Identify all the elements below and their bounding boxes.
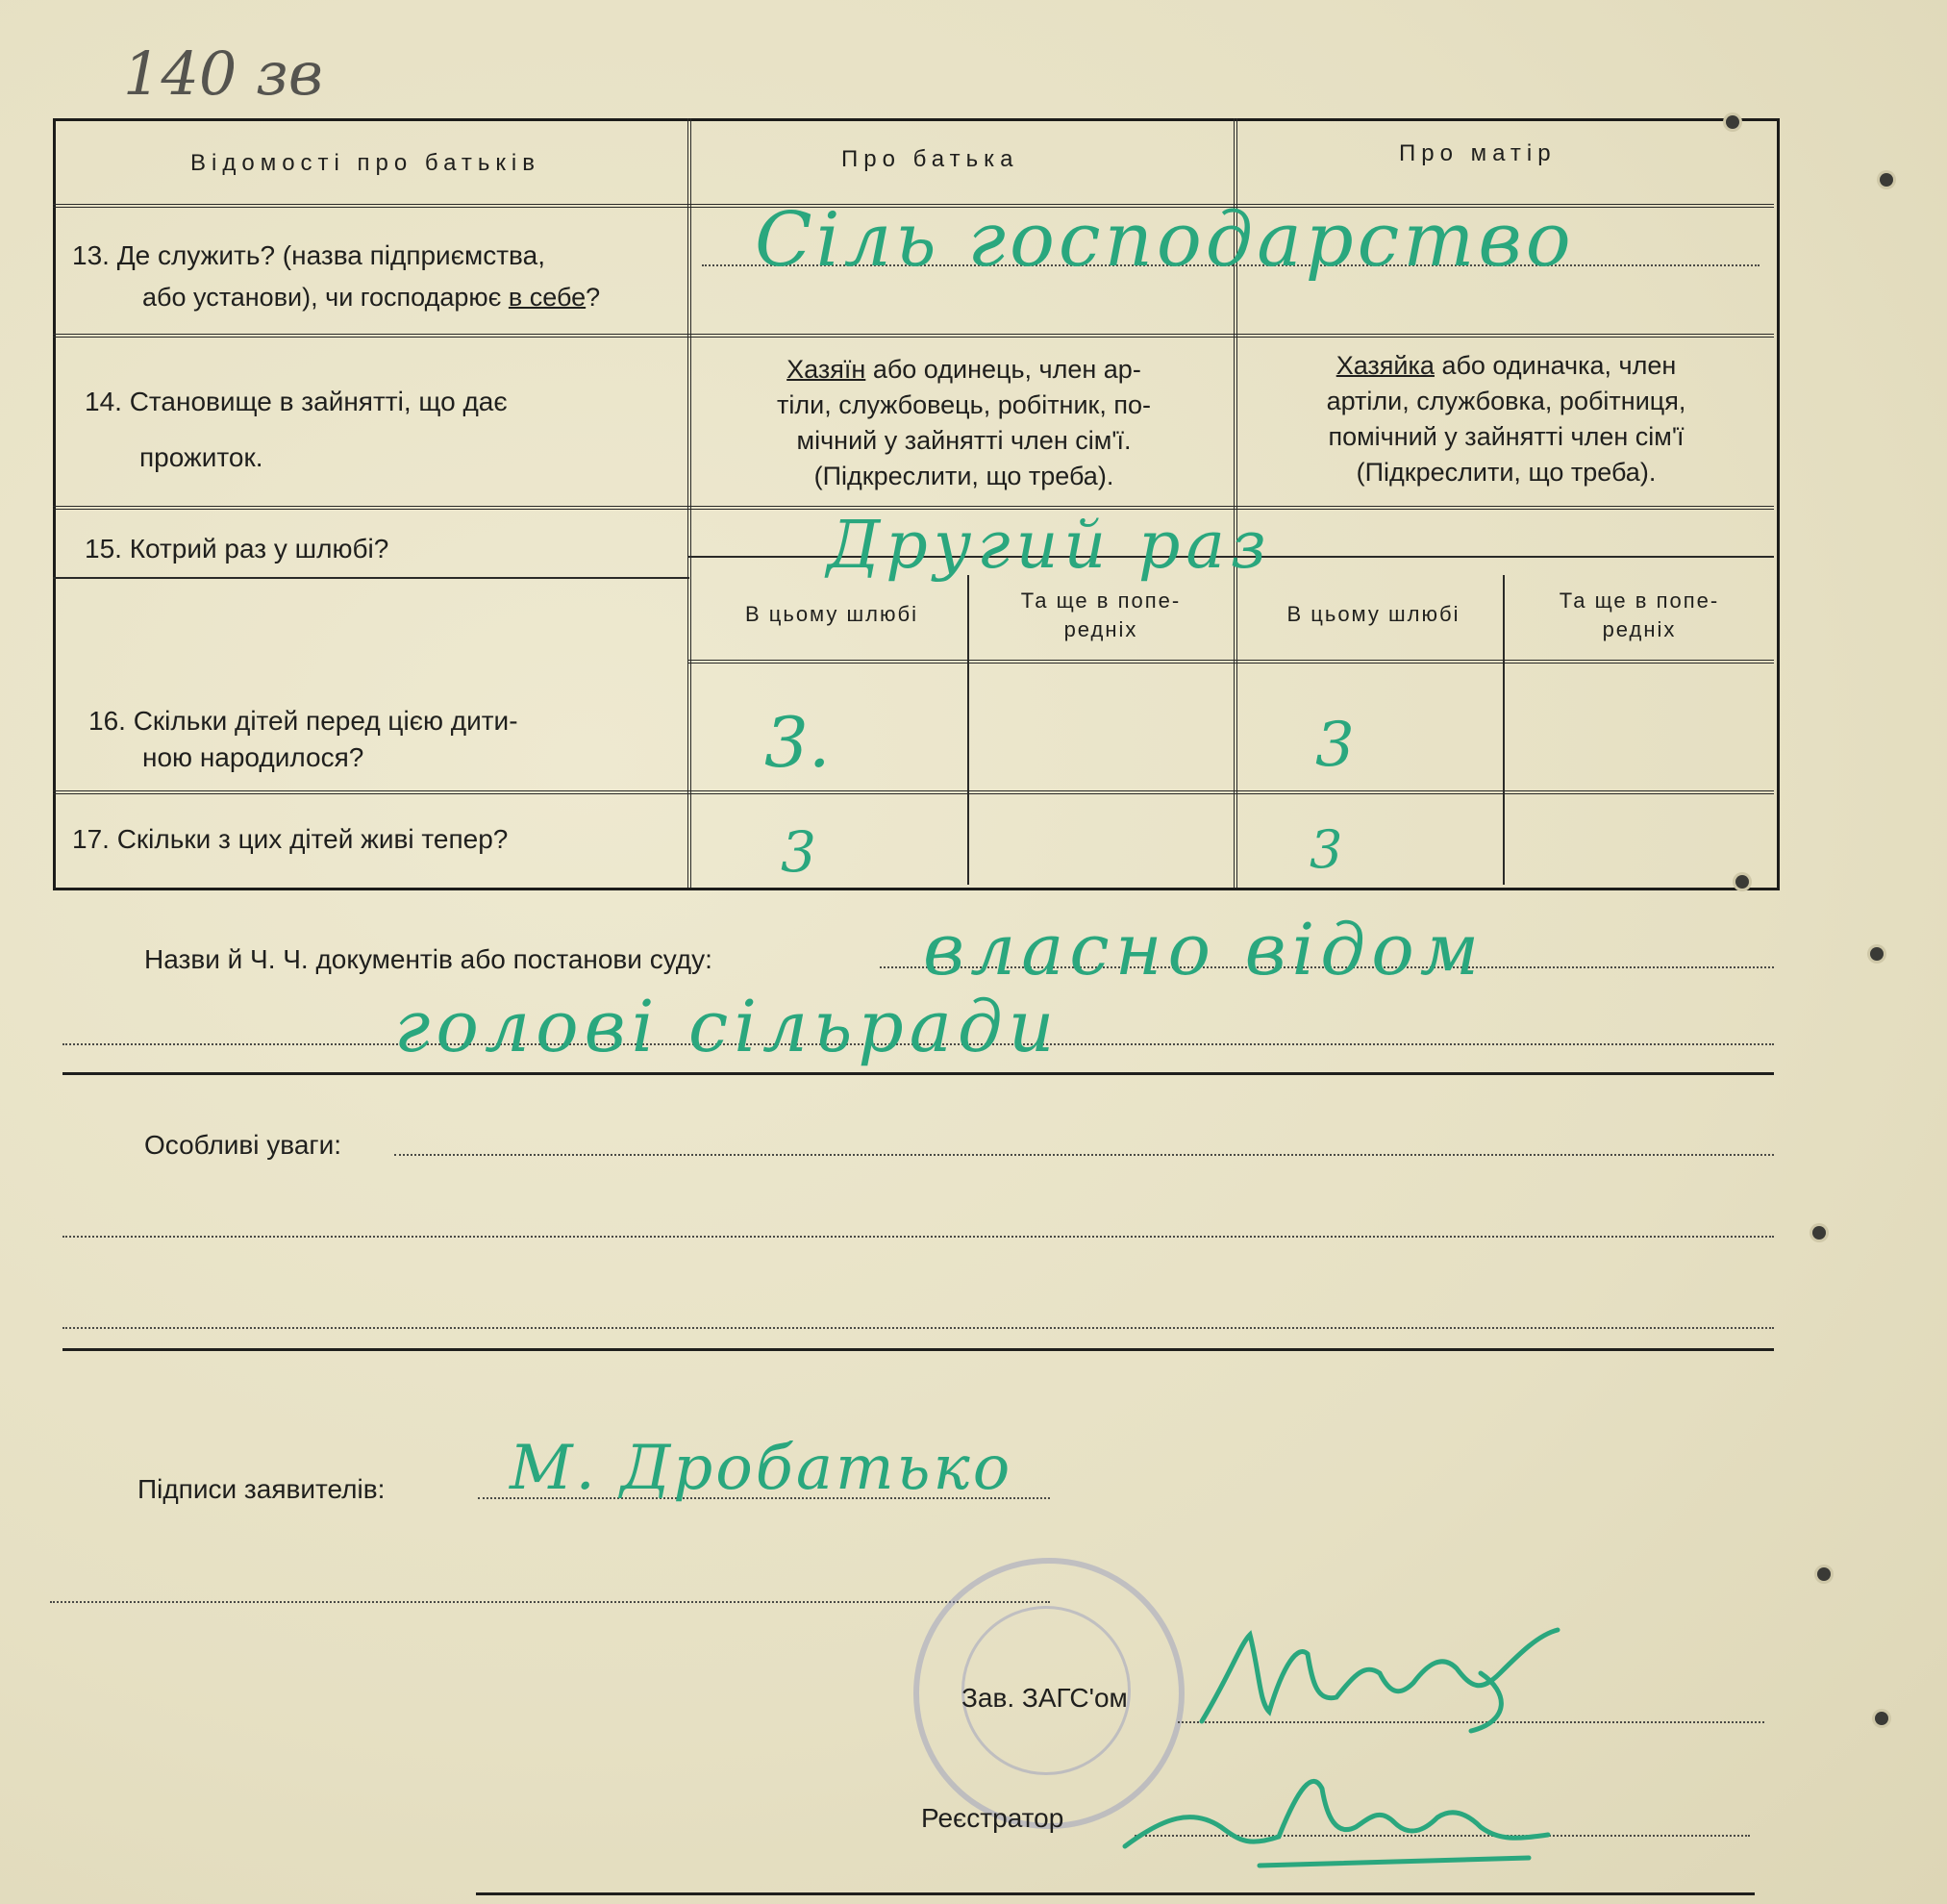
head-registry-label: Зав. ЗАГС'ом bbox=[961, 1683, 1128, 1713]
applicant-signature: М. Дробатько bbox=[510, 1433, 1013, 1504]
header-mother: Про матір bbox=[1399, 140, 1557, 166]
remarks-dotline-2 bbox=[62, 1236, 1774, 1238]
q14-mother-underlined: Хазяйка bbox=[1335, 351, 1435, 380]
mother-sub-previous-line1: Та ще в попе- bbox=[1559, 589, 1720, 613]
q16-label-line1: 16. Скільки дітей перед цією дити- bbox=[88, 706, 518, 736]
mother-sub-previous bbox=[1510, 587, 1769, 644]
q17-father-value: 3 bbox=[781, 819, 816, 885]
q14-mother-line4: (Підкреслити, що треба). bbox=[1356, 458, 1657, 487]
q13-label-text: або установи), чи господарює bbox=[142, 283, 509, 312]
q13-answer-handwritten: Сіль господарство bbox=[755, 197, 1575, 284]
page-reference: 140 зв bbox=[123, 38, 323, 109]
documents-label: Назви й Ч. Ч. документів або постанови суду: bbox=[144, 944, 712, 974]
q15-label: 15. Котрий раз у шлюбі? bbox=[85, 534, 389, 564]
q17-label: 17. Скільки з цих дітей живі тепер? bbox=[72, 824, 509, 854]
q14-label-line1: 14. Становище в зайнятті, що дає bbox=[85, 387, 508, 416]
documents-rule bbox=[62, 1072, 1774, 1075]
documents-answer-line2: голові сільради bbox=[394, 986, 1061, 1068]
q16-mother-value: 3 bbox=[1315, 710, 1355, 781]
q16-father-value: 3. bbox=[764, 702, 831, 783]
q13-label-line2 bbox=[142, 283, 600, 313]
binding-hole bbox=[1875, 1712, 1888, 1725]
head-signature-stroke bbox=[1202, 1630, 1558, 1731]
col-divider-1 bbox=[687, 118, 691, 888]
q14-mother-rest1: або одиначка, член bbox=[1434, 351, 1677, 380]
documents-answer-line1: власно відом bbox=[923, 909, 1485, 991]
q14-father-line4: (Підкреслити, що треба). bbox=[813, 462, 1114, 490]
registrar-label: Реєстратор bbox=[921, 1803, 1064, 1833]
q13-label-line1: 13. Де служить? (назва підприємства, bbox=[72, 240, 545, 270]
remarks-dotline-1 bbox=[394, 1154, 1774, 1156]
row-divider-15-left bbox=[53, 577, 689, 579]
q14-father-underlined: Хазяїн bbox=[786, 355, 866, 384]
q14-label-line2: прожиток. bbox=[139, 442, 263, 472]
q14-father-options bbox=[721, 352, 1207, 494]
q17-mother-value: 3 bbox=[1310, 819, 1343, 880]
binding-hole bbox=[1735, 875, 1749, 889]
binding-hole bbox=[1726, 115, 1739, 129]
row-divider-16 bbox=[53, 790, 1774, 794]
father-sub-this-marriage: В цьому шлюбі bbox=[744, 602, 919, 626]
registrar-signature bbox=[1106, 1750, 1567, 1875]
q14-father-line2: тіли, службовець, робітник, по- bbox=[777, 390, 1151, 419]
binding-hole bbox=[1812, 1226, 1826, 1240]
q16-label-line2: ною народилося? bbox=[142, 742, 364, 772]
q14-mother-line2: артіли, службовка, робітниця, bbox=[1326, 387, 1686, 415]
bottom-rule bbox=[476, 1892, 1755, 1895]
remarks-rule bbox=[62, 1348, 1774, 1351]
header-father: Про батька bbox=[841, 146, 1019, 172]
q13-qmark: ? bbox=[586, 283, 601, 312]
father-sub-previous bbox=[971, 587, 1231, 644]
binding-hole bbox=[1880, 173, 1893, 187]
col-divider-mother-sub bbox=[1503, 575, 1505, 885]
remarks-dotline-3 bbox=[62, 1327, 1774, 1329]
q13-underlined-self: в себе bbox=[508, 283, 587, 312]
q14-mother-line1 bbox=[1267, 348, 1745, 384]
father-sub-previous-line1: Та ще в попе- bbox=[1020, 589, 1182, 613]
q14-father-line3: мічний у зайнятті член сім'ї. bbox=[796, 426, 1132, 455]
registrar-signature-stroke bbox=[1125, 1781, 1548, 1866]
mother-sub-previous-line2: редніх bbox=[1602, 617, 1677, 641]
q14-mother-options bbox=[1267, 348, 1745, 490]
remarks-label: Особливі уваги: bbox=[144, 1130, 342, 1160]
head-signature bbox=[1192, 1616, 1577, 1741]
row-divider-subhdr bbox=[687, 660, 1774, 664]
q14-father-rest1: або одинець, член ар- bbox=[865, 355, 1141, 384]
header-parents-info: Відомості про батьків bbox=[190, 150, 540, 176]
binding-hole bbox=[1870, 947, 1884, 961]
q14-father-line1 bbox=[721, 352, 1207, 388]
applicants-signature-label: Підписи заявителів: bbox=[137, 1474, 386, 1504]
father-sub-previous-line2: редніх bbox=[1063, 617, 1138, 641]
applicants-dotline-2 bbox=[50, 1601, 1050, 1603]
mother-sub-this-marriage: В цьому шлюбі bbox=[1286, 602, 1460, 626]
q15-answer-handwritten: Другий раз bbox=[827, 508, 1272, 584]
col-divider-father-sub bbox=[967, 575, 969, 885]
row-divider-13 bbox=[53, 334, 1774, 338]
q14-mother-line3: помічний у зайнятті член сім'ї bbox=[1328, 422, 1685, 451]
binding-hole bbox=[1817, 1567, 1831, 1581]
